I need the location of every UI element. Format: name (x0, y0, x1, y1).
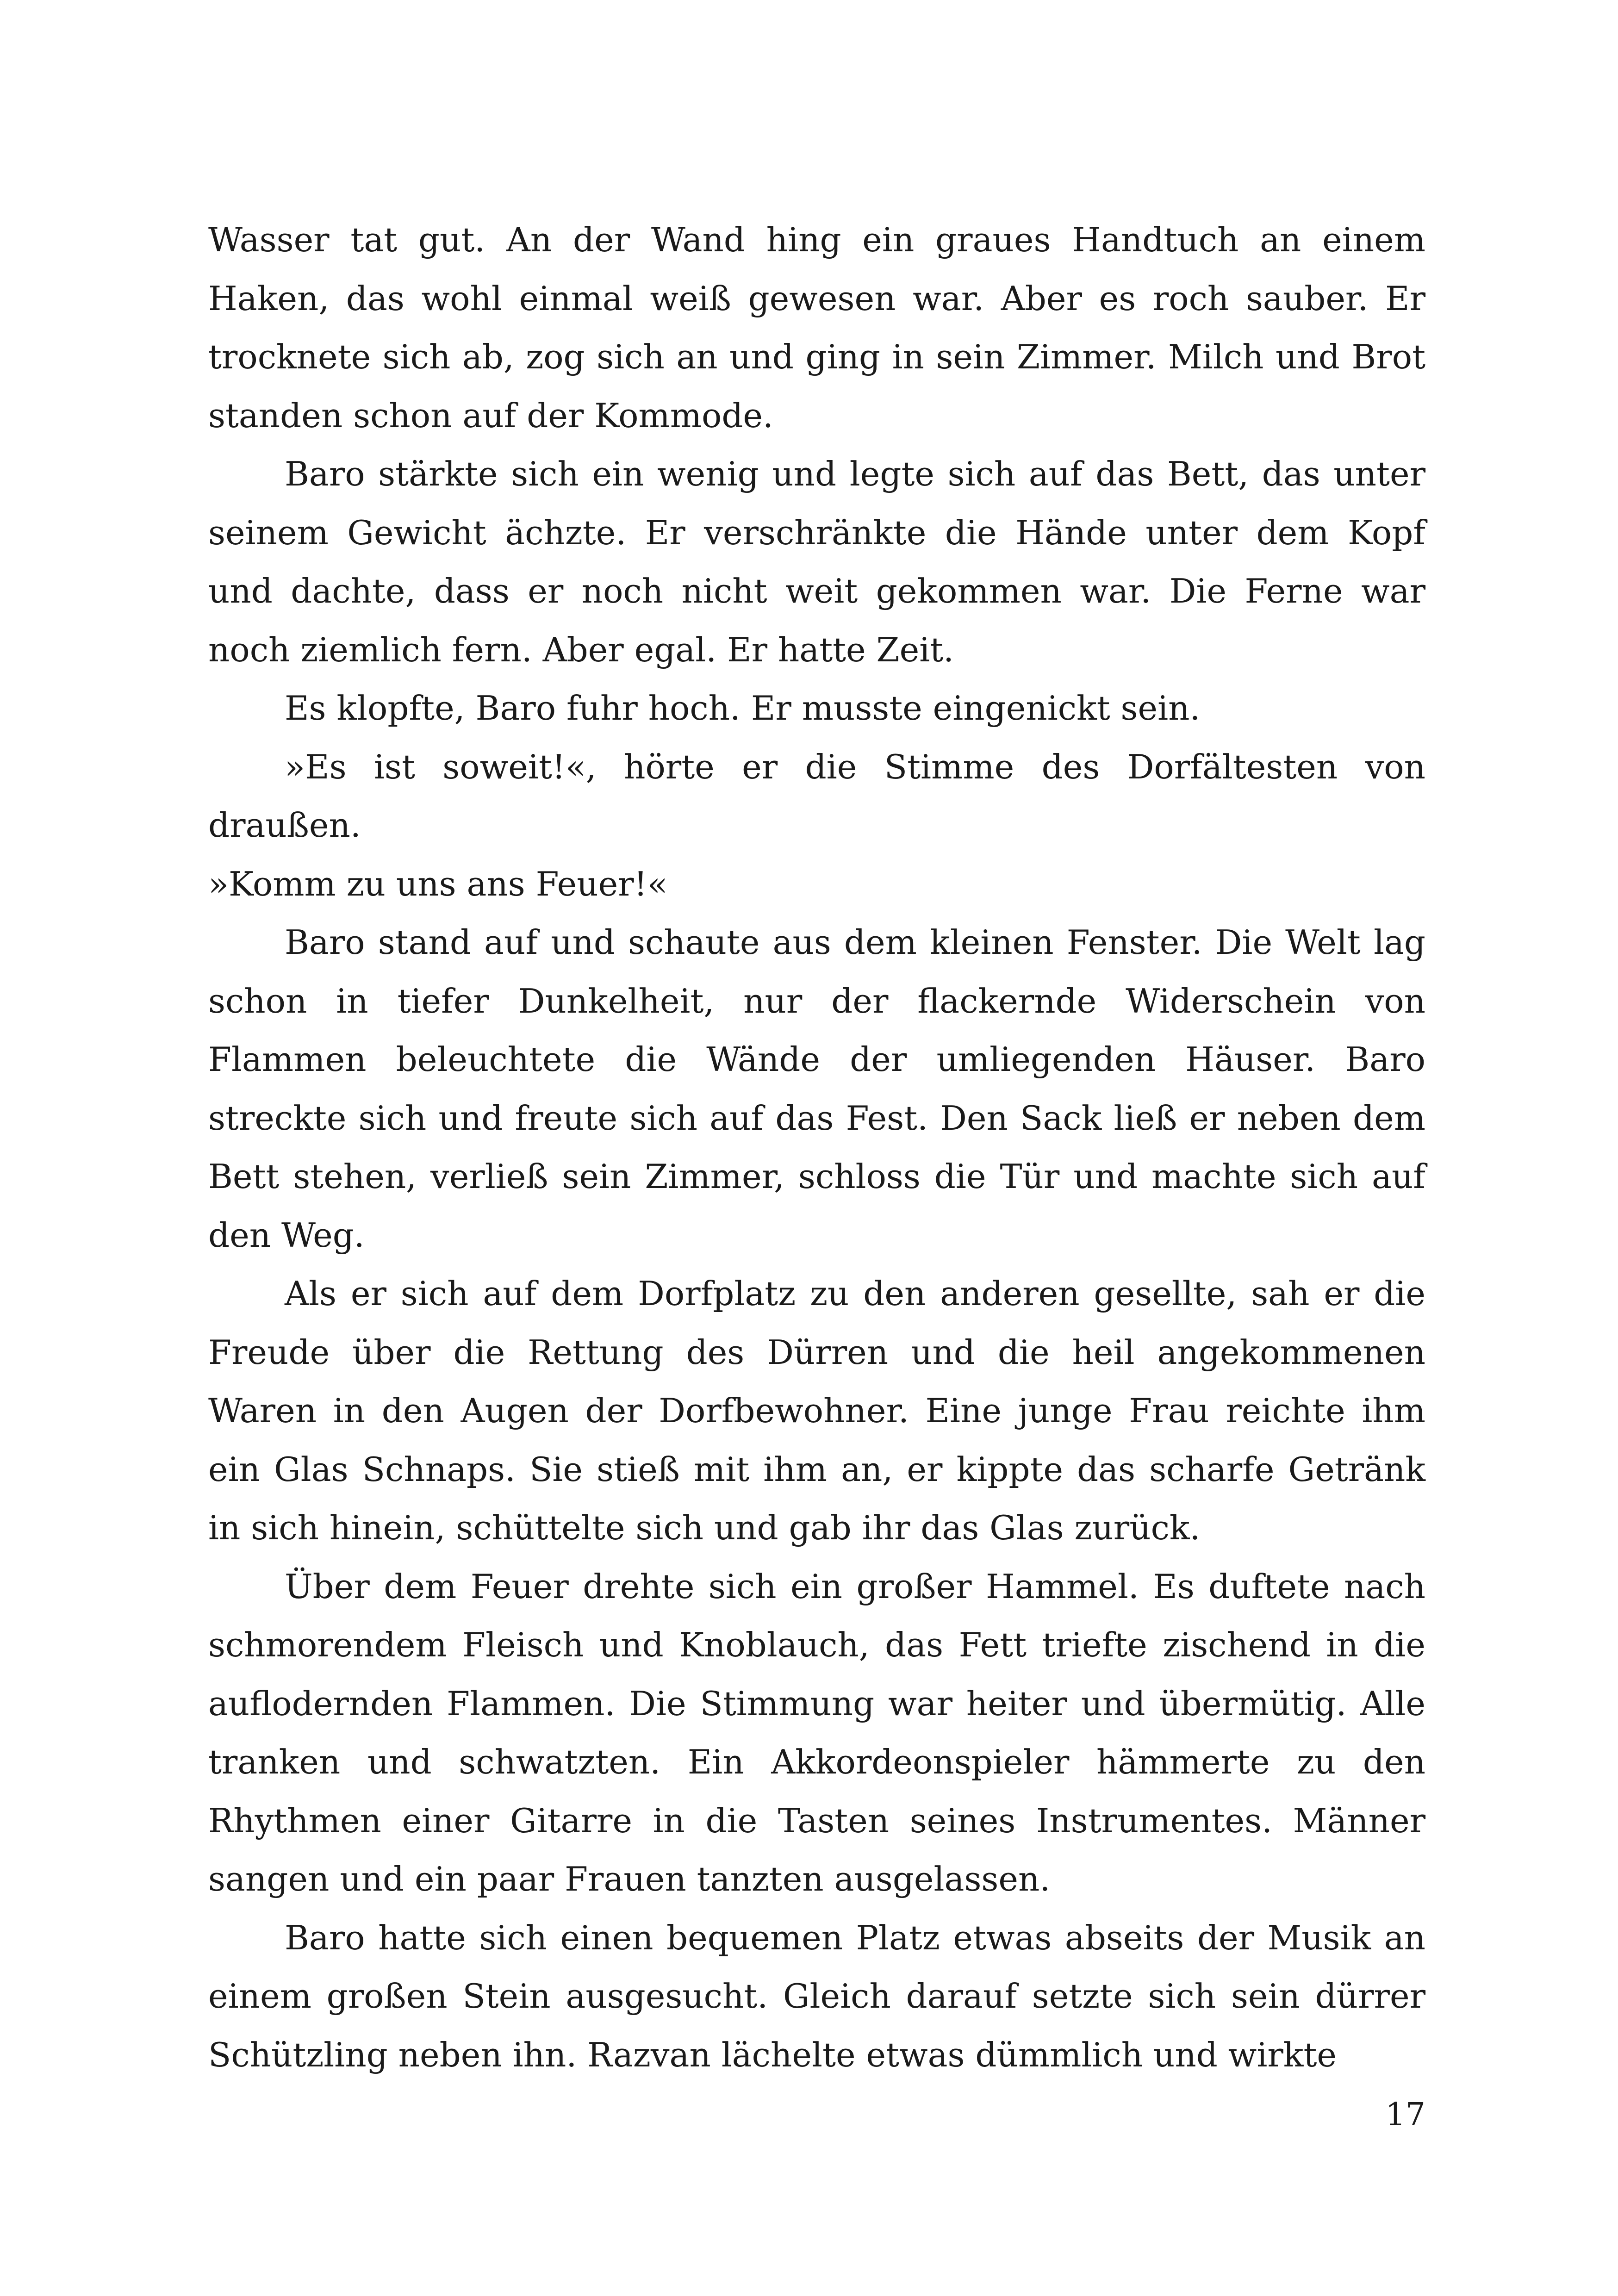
body-text (208, 211, 1425, 2084)
paragraph-6: Baro stand auf und schaute aus dem kleinen Fenster. Die Welt lag schon in tiefer Dunkelheit, nur der flackernde Widerschein von Flammen beleuchtete die Wände der umliegenden Häuser. Baro streckte sich und freute sich auf das Fest. Den Sack ließ er neben dem Bett stehen, verließ sein Zimmer, schloss die Tür und machte sich auf den Weg. (208, 923, 1425, 1255)
page-number: 17 (1385, 2097, 1425, 2133)
paragraph-2: Baro stärkte sich ein wenig und legte sich auf das Bett, das unter seinem Gewicht ächzte. Er verschränkte die Hände unter dem Kopf und dachte, dass er noch nicht weit gekommen war. Die Ferne war noch ziemlich fern. Aber egal. Er hatte Zeit. (208, 454, 1425, 669)
paragraph-9: Baro hatte sich einen bequemen Platz etwas abseits der Musik an einem großen Stein ausgesucht. Gleich darauf setzte sich sein dürrer Schützling neben ihn. Razvan lächelte etwas dümmlich und wirkte (208, 1918, 1425, 2074)
paragraph-8: Über dem Feuer drehte sich ein großer Hammel. Es duftete nach schmorendem Fleisch und Knoblauch, das Fett triefte zischend in die auflodernden Flammen. Die Stimmung war heiter und übermütig. Alle tranken und schwatzten. Ein Akkordeonspieler hämmerte zu den Rhythmen einer Gitarre in die Tasten seines Instrumentes. Männer sangen und ein paar Frauen tanzten ausgelassen. (208, 1567, 1425, 1898)
paragraph-3: Es klopfte, Baro fuhr hoch. Er musste eingenickt sein. (285, 689, 1201, 728)
paragraph-1: Wasser tat gut. An der Wand hing ein graues Handtuch an einem Haken, das wohl einmal weiß gewesen war. Aber es roch sauber. Er trocknete sich ab, zog sich an und ging in sein Zimmer. Milch und Brot standen schon auf der Kommode. (208, 220, 1425, 435)
paragraph-7: Als er sich auf dem Dorfplatz zu den anderen gesellte, sah er die Freude über die Rettung des Dürren und die heil angekommenen Waren in den Augen der Dorfbewohner. Eine junge Frau reichte ihm ein Glas Schnaps. Sie stieß mit ihm an, er kippte das scharfe Getränk in sich hinein, schüttelte sich und gab ihr das Glas zurück. (208, 1274, 1425, 1547)
paragraph-5: »Komm zu uns ans Feuer!« (208, 864, 668, 903)
paragraph-4: »Es ist soweit!«, hörte er die Stimme des Dorfältesten von draußen. (208, 747, 1425, 845)
